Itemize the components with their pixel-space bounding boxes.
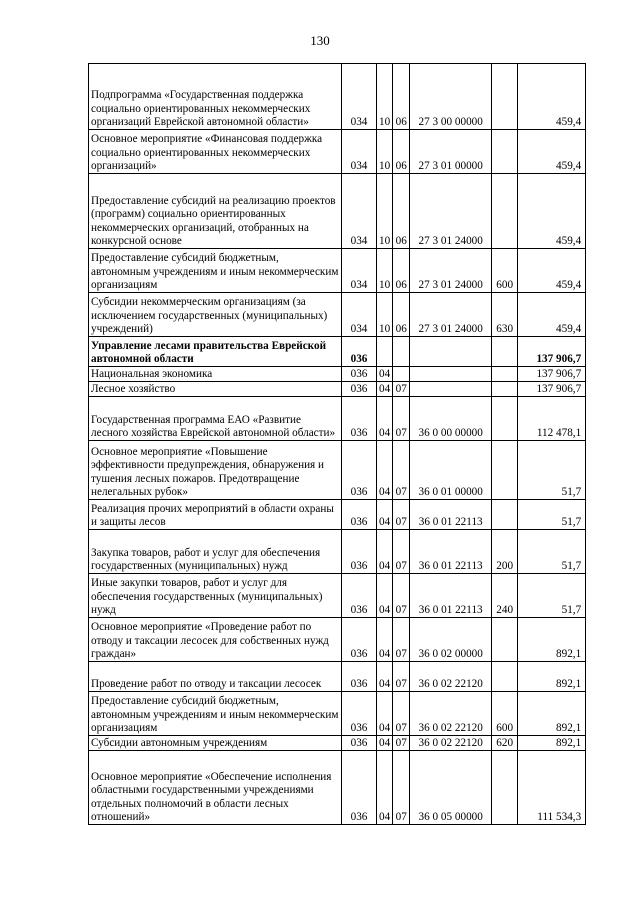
- cell-ministry: 036: [342, 736, 377, 751]
- cell-ministry: 036: [342, 751, 377, 825]
- cell-expense-type: 600: [492, 249, 518, 293]
- cell-expense-type: [492, 751, 518, 825]
- cell-sum: 459,4: [518, 174, 586, 249]
- cell-sum: 51,7: [518, 441, 586, 500]
- cell-ministry: 036: [342, 367, 377, 382]
- cell-name: Лесное хозяйство: [89, 382, 342, 397]
- cell-expense-type: 200: [492, 530, 518, 574]
- cell-section: 10: [377, 174, 393, 249]
- cell-ministry: 036: [342, 662, 377, 692]
- cell-sum: 137 906,7: [518, 337, 586, 367]
- cell-name: Закупка товаров, работ и услуг для обеспечения государственных (муниципальных) нужд: [89, 530, 342, 574]
- cell-section: 04: [377, 618, 393, 662]
- cell-sum: 137 906,7: [518, 382, 586, 397]
- cell-sum: 892,1: [518, 736, 586, 751]
- table-row: [89, 130, 586, 174]
- cell-ministry: 034: [342, 293, 377, 337]
- cell-section: 04: [377, 397, 393, 441]
- cell-subsection: 07: [393, 574, 410, 618]
- cell-ministry: 036: [342, 500, 377, 530]
- cell-sum: 459,4: [518, 249, 586, 293]
- cell-name: Иные закупки товаров, работ и услуг для обеспечения государственных (муниципальных) нужд: [89, 574, 342, 618]
- table-row: [89, 337, 586, 367]
- cell-name: Национальная экономика: [89, 367, 342, 382]
- cell-name: Предоставление субсидий бюджетным, автономным учреждениям и иным некоммерческим организациям: [89, 692, 342, 736]
- table-row: [89, 367, 586, 382]
- cell-section: 04: [377, 751, 393, 825]
- table-row: [89, 382, 586, 397]
- cell-ministry: 036: [342, 441, 377, 500]
- cell-program: 36 0 05 00000: [410, 751, 492, 825]
- cell-subsection: 07: [393, 618, 410, 662]
- cell-subsection: 07: [393, 692, 410, 736]
- table-row: [89, 441, 586, 500]
- cell-sum: 137 906,7: [518, 367, 586, 382]
- cell-ministry: 036: [342, 337, 377, 367]
- cell-section: 04: [377, 382, 393, 397]
- table-row: [89, 751, 586, 825]
- cell-name: Основное мероприятие «Финансовая поддержка социально ориентированных некоммерческих организаций»: [89, 130, 342, 174]
- table-row: [89, 736, 586, 751]
- cell-name: Субсидии автономным учреждениям: [89, 736, 342, 751]
- cell-expense-type: [492, 130, 518, 174]
- cell-section: 10: [377, 64, 393, 130]
- cell-subsection: [393, 367, 410, 382]
- cell-expense-type: [492, 397, 518, 441]
- cell-name: Государственная программа ЕАО «Развитие лесного хозяйства Еврейской автономной области»: [89, 397, 342, 441]
- cell-ministry: 034: [342, 249, 377, 293]
- cell-sum: 459,4: [518, 64, 586, 130]
- cell-subsection: 06: [393, 249, 410, 293]
- cell-section: [377, 337, 393, 367]
- cell-sum: 112 478,1: [518, 397, 586, 441]
- cell-name: Предоставление субсидий бюджетным, автономным учреждениям и иным некоммерческим организациям: [89, 249, 342, 293]
- cell-subsection: 06: [393, 130, 410, 174]
- cell-expense-type: [492, 382, 518, 397]
- budget-table: [88, 63, 586, 825]
- cell-sum: 892,1: [518, 618, 586, 662]
- table-row: [89, 618, 586, 662]
- cell-section: 04: [377, 662, 393, 692]
- cell-program: 36 0 01 00000: [410, 441, 492, 500]
- cell-program: 36 0 01 22113: [410, 500, 492, 530]
- table-row: [89, 574, 586, 618]
- table-row: [89, 64, 586, 130]
- cell-expense-type: 620: [492, 736, 518, 751]
- cell-ministry: 036: [342, 530, 377, 574]
- cell-program: 27 3 01 24000: [410, 174, 492, 249]
- cell-name: Проведение работ по отводу и таксации лесосек: [89, 662, 342, 692]
- cell-expense-type: [492, 500, 518, 530]
- cell-ministry: 034: [342, 174, 377, 249]
- cell-subsection: 07: [393, 530, 410, 574]
- cell-name: Субсидии некоммерческим организациям (за исключением государственных (муниципальных) учреждений): [89, 293, 342, 337]
- cell-expense-type: [492, 174, 518, 249]
- cell-section: 04: [377, 500, 393, 530]
- cell-program: 27 3 00 00000: [410, 64, 492, 130]
- cell-ministry: 036: [342, 618, 377, 662]
- cell-sum: 892,1: [518, 662, 586, 692]
- cell-section: 10: [377, 293, 393, 337]
- cell-name: Основное мероприятие «Обеспечение исполнения областными государственными учреждениями отдельных полномочий в области лесных отношений»: [89, 751, 342, 825]
- cell-sum: 51,7: [518, 530, 586, 574]
- cell-subsection: [393, 337, 410, 367]
- cell-program: 36 0 01 22113: [410, 530, 492, 574]
- table-row: [89, 397, 586, 441]
- table-row: [89, 174, 586, 249]
- cell-expense-type: [492, 337, 518, 367]
- cell-ministry: 036: [342, 574, 377, 618]
- cell-section: 04: [377, 574, 393, 618]
- cell-expense-type: [492, 618, 518, 662]
- cell-ministry: 036: [342, 692, 377, 736]
- cell-program: [410, 382, 492, 397]
- cell-name: Подпрограмма «Государственная поддержка социально ориентированных некоммерческих организаций Еврейской автономной области»: [89, 64, 342, 130]
- cell-name: Предоставление субсидий на реализацию проектов (программ) социально ориентированных некоммерческих организаций, отобранных на конкурсной основе: [89, 174, 342, 249]
- cell-subsection: 07: [393, 441, 410, 500]
- cell-subsection: 07: [393, 500, 410, 530]
- cell-sum: 51,7: [518, 500, 586, 530]
- cell-program: 36 0 01 22113: [410, 574, 492, 618]
- cell-section: 10: [377, 130, 393, 174]
- cell-name: Реализация прочих мероприятий в области охраны и защиты лесов: [89, 500, 342, 530]
- cell-ministry: 034: [342, 64, 377, 130]
- cell-sum: 459,4: [518, 293, 586, 337]
- cell-subsection: 07: [393, 736, 410, 751]
- table-row: [89, 530, 586, 574]
- cell-program: 27 3 01 24000: [410, 293, 492, 337]
- cell-sum: 459,4: [518, 130, 586, 174]
- cell-section: 04: [377, 441, 393, 500]
- cell-section: 04: [377, 692, 393, 736]
- cell-subsection: 06: [393, 64, 410, 130]
- cell-program: 36 0 00 00000: [410, 397, 492, 441]
- cell-program: 36 0 02 22120: [410, 662, 492, 692]
- budget-table-body: [89, 64, 586, 825]
- page-number: 130: [310, 33, 330, 48]
- cell-expense-type: [492, 64, 518, 130]
- cell-program: 27 3 01 24000: [410, 249, 492, 293]
- cell-subsection: 06: [393, 293, 410, 337]
- cell-program: 36 0 02 22120: [410, 736, 492, 751]
- cell-sum: 892,1: [518, 692, 586, 736]
- cell-name: Управление лесами правительства Еврейской автономной области: [89, 337, 342, 367]
- cell-ministry: 034: [342, 130, 377, 174]
- cell-name: Основное мероприятие «Проведение работ по отводу и таксации лесосек для собственных нужд граждан»: [89, 618, 342, 662]
- table-row: [89, 249, 586, 293]
- table-row: [89, 692, 586, 736]
- cell-ministry: 036: [342, 397, 377, 441]
- cell-expense-type: [492, 662, 518, 692]
- cell-section: 04: [377, 530, 393, 574]
- table-row: [89, 293, 586, 337]
- cell-program: 27 3 01 00000: [410, 130, 492, 174]
- cell-subsection: 06: [393, 174, 410, 249]
- cell-program: 36 0 02 22120: [410, 692, 492, 736]
- cell-section: 10: [377, 249, 393, 293]
- table-row: [89, 500, 586, 530]
- cell-expense-type: 600: [492, 692, 518, 736]
- table-row: [89, 662, 586, 692]
- cell-expense-type: 240: [492, 574, 518, 618]
- cell-section: 04: [377, 367, 393, 382]
- cell-ministry: 036: [342, 382, 377, 397]
- cell-expense-type: [492, 367, 518, 382]
- cell-subsection: 07: [393, 751, 410, 825]
- cell-program: 36 0 02 00000: [410, 618, 492, 662]
- cell-program: [410, 367, 492, 382]
- cell-program: [410, 337, 492, 367]
- cell-expense-type: [492, 441, 518, 500]
- cell-subsection: 07: [393, 382, 410, 397]
- cell-section: 04: [377, 736, 393, 751]
- cell-expense-type: 630: [492, 293, 518, 337]
- cell-sum: 111 534,3: [518, 751, 586, 825]
- cell-sum: 51,7: [518, 574, 586, 618]
- cell-subsection: 07: [393, 397, 410, 441]
- cell-name: Основное мероприятие «Повышение эффективности предупреждения, обнаружения и тушения лесных пожаров. Предотвращение нелегальных рубок»: [89, 441, 342, 500]
- cell-subsection: 07: [393, 662, 410, 692]
